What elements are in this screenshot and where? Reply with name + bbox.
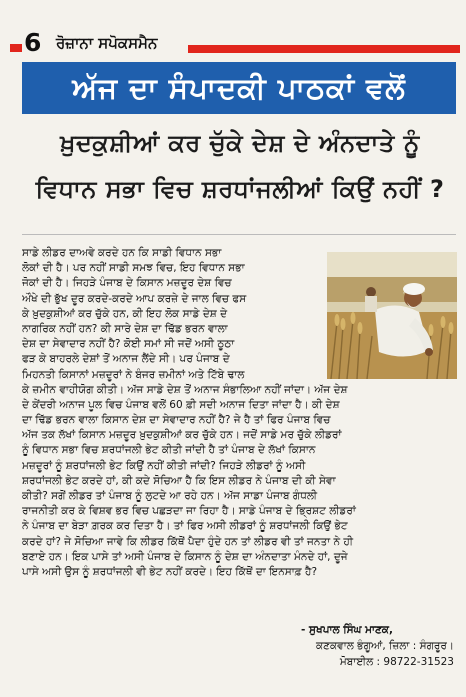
article-line: ਫੜ ਕੇ ਬਾਹਰਲੇ ਦੇਸ਼ਾਂ ਤੋਂ ਅਨਾਜ ਲੈਂਦੇ ਸੀ। ਪਰ ਪੰਜਾਬ ਦੇ (22, 353, 230, 366)
author-address: ਕਣਕਵਾਲ ਭੰਗੂਆਂ, ਜ਼ਿਲਾ : ਸੰਗਰੂਰ। (316, 640, 454, 652)
section-banner (22, 62, 456, 114)
page-number: 6 (24, 28, 42, 57)
article-line: ਅੱਜ ਤਕ ਲੱਖਾਂ ਕਿਸਾਨ ਮਜ਼ਦੂਰ ਖ਼ੁਦਕੁਸ਼ੀਆਂ ਕਰ ਚੁੱਕੇ ਹਨ। ਜਦੋਂ ਸਾਡੇ ਮਰ ਚੁੱਕੇ ਲੀਡਰਾਂ (22, 429, 342, 442)
divider (22, 234, 456, 235)
author-name: - ਸੁਖਪਾਲ ਸਿੰਘ ਮਾਣਕ, (301, 624, 393, 636)
article-line: ਮਿਹਨਤੀ ਕਿਸਾਨਾਂ ਮਜ਼ਦੂਰਾਂ ਨੇ ਬੰਜਰ ਜ਼ਮੀਨਾਂ ਅਤੇ ਟਿੱਬੇ ਢਾਲ (22, 368, 245, 381)
article-line: ਬਣਾਏ ਹਨ। ਇਕ ਪਾਸੇ ਤਾਂ ਅਸੀ ਪੰਜਾਬ ਦੇ ਕਿਸਾਨ ਨੂੰ ਦੇਸ਼ ਦਾ ਅੰਨਦਾਤਾ ਮੰਨਦੇ ਹਾਂ, ਦੂਜੇ (22, 550, 348, 563)
section-banner-title: ਅੱਜ ਦਾ ਸੰਪਾਦਕੀ ਪਾਠਕਾਂ ਵਲੋਂ (72, 70, 406, 105)
masthead (10, 30, 460, 56)
article-line: ਸ਼ਰਧਾਂਜਲੀ ਭੇਟ ਕਰਦੇ ਹਾਂ, ਕੀ ਕਦੇ ਸੋਚਿਆ ਹੈ ਕਿ ਇਸ ਲੀਡਰ ਨੇ ਪੰਜਾਬ ਦੀ ਕੀ ਸੇਵਾ (22, 474, 336, 487)
article-line: ਕੀਤੀ? ਸਗੋਂ ਲੀਡਰ ਤਾਂ ਪੰਜਾਬ ਨੂੰ ਲੁਟਦੇ ਆ ਰਹੇ ਹਨ। ਅੱਜ ਸਾਡਾ ਪੰਜਾਬ ਗੰਧਲੀ (22, 490, 318, 502)
article-line: ਕਰਦੇ ਹਾਂ? ਜੇ ਸੋਚਿਆ ਜਾਵੇ ਕਿ ਲੀਡਰ ਕਿੱਥੋਂ ਪੈਦਾ ਹੁੰਦੇ ਹਨ ਤਾਂ ਲੀਡਰ ਵੀ ਤਾਂ ਜਨਤਾ ਨੇ ਹੀ (22, 535, 354, 548)
article-line: ਦੇਸ਼ ਦਾ ਸੇਵਾਦਾਰ ਨਹੀਂ ਹੈ? ਕੋਈ ਸਮਾਂ ਸੀ ਜਦੋਂ ਅਸੀ ਠੂਠਾ (22, 338, 235, 351)
farmer-photo (327, 252, 457, 379)
headline-line-2: ਵਿਧਾਨ ਸਭਾ ਵਿਚ ਸ਼ਰਧਾਂਜਲੀਆਂ ਕਿਉਂ ਨਹੀਂ ? (35, 175, 445, 203)
author-phone: ਮੋਬਾਈਲ : 98722-31523 (339, 656, 454, 668)
signature-block (200, 622, 454, 670)
article-line: ਕੇ ਖ਼ੁਦਕੁਸ਼ੀਆਂ ਕਰ ਚੁੱਕੇ ਹਨ, ਕੀ ਇਹ ਲੋਕ ਸਾਡੇ ਦੇਸ਼ ਦੇ (22, 307, 228, 320)
article-line: ਮਜ਼ਦੂਰਾਂ ਨੂੰ ਸ਼ਰਧਾਂਜਲੀ ਭੇਟ ਕਿਉਂ ਨਹੀਂ ਕੀਤੀ ਜਾਂਦੀ? ਜਿਹੜੇ ਲੀਡਰਾਂ ਨੂੰ ਅਸੀ (22, 459, 306, 472)
farmer-photo-illustration (327, 252, 457, 379)
headline (22, 120, 458, 212)
article-line: ਲੋਕਾਂ ਦੀ ਹੈ। ਪਰ ਨਹੀਂ ਸਾਡੀ ਸਮਝ ਵਿਚ, ਇਹ ਵਿਧਾਨ ਸਭਾ (22, 262, 245, 275)
masthead-rule (188, 45, 460, 53)
article-line: ਦਾ ਢਿੱਡ ਭਰਨ ਵਾਲਾ ਕਿਸਾਨ ਦੇਸ਼ ਦਾ ਸੇਵਾਦਾਰ ਨਹੀਂ ਹੈ? ਜੇ ਹੈ ਤਾਂ ਫਿਰ ਪੰਜਾਬ ਵਿਚ (22, 414, 331, 427)
paper-name: ਰੋਜ਼ਾਨਾ ਸਪੋਕਸਮੈਨ (56, 34, 158, 52)
article-line: ਦੇ ਕੇਂਦਰੀ ਅਨਾਜ ਪੂਲ ਵਿਚ ਪੰਜਾਬ ਵਲੋਂ 60 ਫ਼ੀ ਸਦੀ ਅਨਾਜ ਦਿਤਾ ਜਾਂਦਾ ਹੈ। ਕੀ ਦੇਸ਼ (22, 398, 340, 411)
article-line: ਰਾਜਨੀਤੀ ਕਰ ਕੇ ਵਿਸ਼ਵ ਭਰ ਵਿਚ ਪਛੜਦਾ ਜਾ ਰਿਹਾ ਹੈ। ਸਾਡੇ ਪੰਜਾਬ ਦੇ ਭ੍ਰਿਸ਼ਟ ਲੀਡਰਾਂ (22, 505, 356, 518)
headline-line-1: ਖ਼ੁਦਕੁਸ਼ੀਆਂ ਕਰ ਚੁੱਕੇ ਦੇਸ਼ ਦੇ ਅੰਨਦਾਤੇ ਨੂੰ (60, 129, 420, 157)
article-line: ਸਾਡੇ ਲੀਡਰ ਦਾਅਵੇ ਕਰਦੇ ਹਨ ਕਿ ਸਾਡੀ ਵਿਧਾਨ ਸਭਾ (22, 247, 222, 259)
article-line: ਨਾਗਰਿਕ ਨਹੀਂ ਹਨ? ਕੀ ਸਾਰੇ ਦੇਸ਼ ਦਾ ਢਿੱਡ ਭਰਨ ਵਾਲਾ (22, 322, 228, 335)
article-line: ਪਾਸੇ ਅਸੀ ਉਸ ਨੂੰ ਸ਼ਰਧਾਂਜਲੀ ਵੀ ਭੇਟ ਨਹੀਂ ਕਰਦੇ। ਇਹ ਕਿੱਥੋਂ ਦਾ ਇਨਸਾਫ਼ ਹੈ? (22, 565, 318, 578)
article-line: ਨੇ ਪੰਜਾਬ ਦਾ ਬੇੜਾ ਗ਼ਰਕ ਕਰ ਦਿਤਾ ਹੈ। ਤਾਂ ਫਿਰ ਅਸੀ ਲੀਡਰਾਂ ਨੂੰ ਸ਼ਰਧਾਂਜਲੀ ਕਿਉਂ ਭੇਟ (22, 520, 348, 533)
masthead-left-rule (10, 44, 22, 52)
article-line: ਕੇ ਜ਼ਮੀਨ ਵਾਹੀਯੋਗ ਕੀਤੀ। ਅੱਜ ਸਾਡੇ ਦੇਸ਼ ਤੋਂ ਅਨਾਜ ਸੰਭਾਲਿਆ ਨਹੀਂ ਜਾਂਦਾ। ਅੱਜ ਦੇਸ਼ (22, 383, 348, 396)
article-line: ਔਖੇ ਦੀ ਭੁੱਖ ਦੂਰ ਕਰਦੇ-ਕਰਦੇ ਆਪ ਕਰਜ਼ੇ ਦੇ ਜਾਲ ਵਿਚ ਫਸ (22, 292, 247, 305)
article-line: ਜੋਕਾਂ ਦੀ ਹੈ। ਜਿਹੜੇ ਪੰਜਾਬ ਦੇ ਕਿਸਾਨ ਮਜ਼ਦੂਰ ਦੇਸ਼ ਵਿਚ (22, 277, 232, 290)
article-line: ਨੂੰ ਵਿਧਾਨ ਸਭਾ ਵਿਚ ਸ਼ਰਧਾਂਜਲੀ ਭੇਟ ਕੀਤੀ ਜਾਂਦੀ ਹੈ ਤਾਂ ਪੰਜਾਬ ਦੇ ਲੱਖਾਂ ਕਿਸਾਨ (22, 444, 316, 457)
